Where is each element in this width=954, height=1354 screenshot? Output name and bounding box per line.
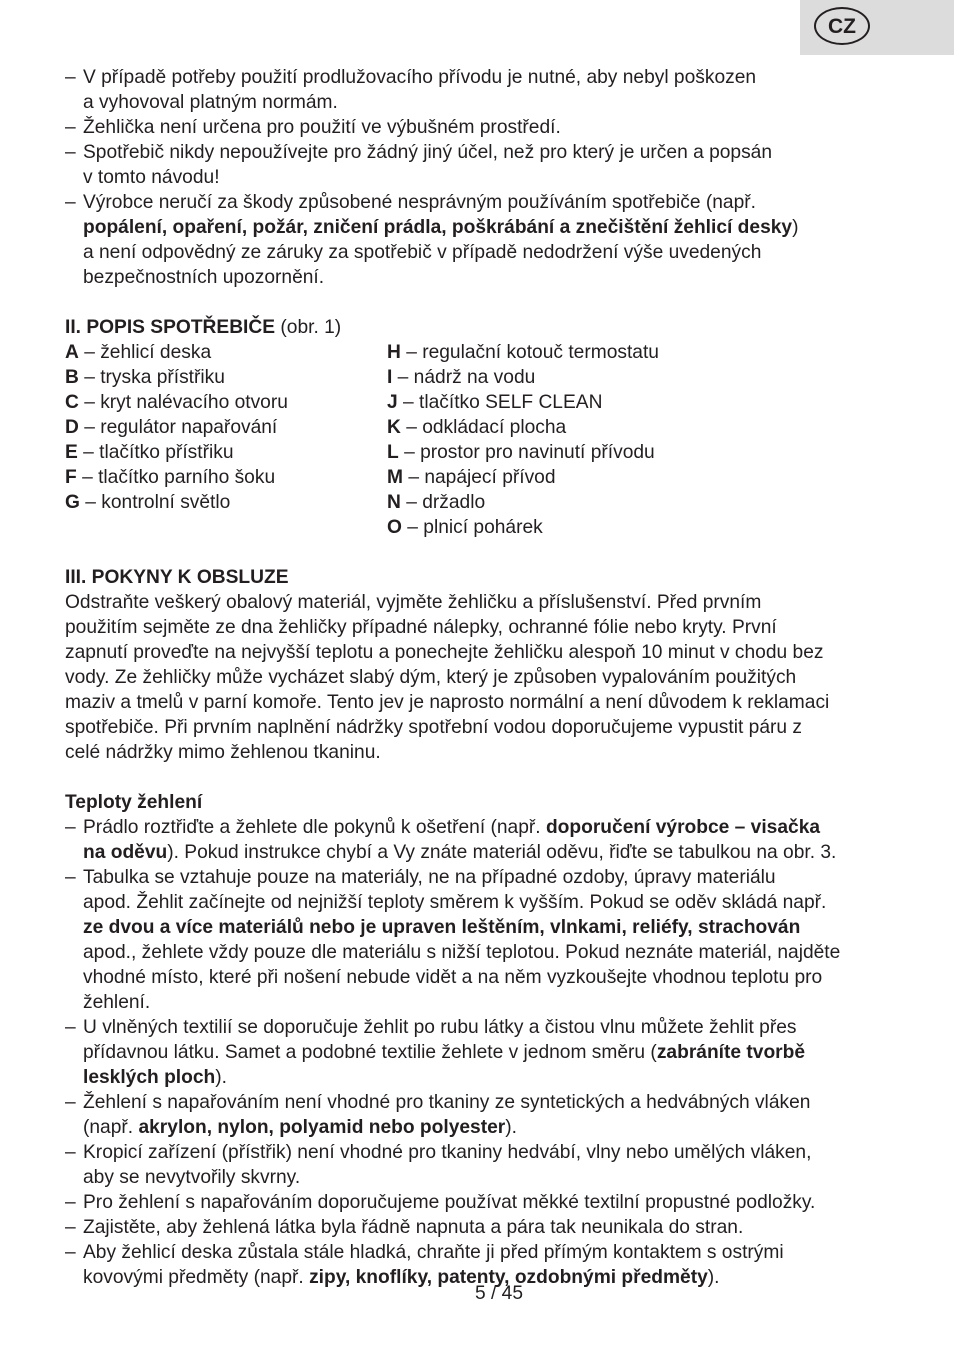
part-key: H [387, 342, 401, 363]
text-line: Žehlení s napařováním není vhodné pro tkaniny ze syntetických a hedvábných vláken [83, 1092, 811, 1113]
bold-text: ze dvou a více materiálů nebo je upraven leštěním, vlnkami, reliéfy, strachován [83, 917, 801, 938]
text-line: V případě potřeby použití prodlužovacího přívodu je nutné, aby nebyl poškozen [83, 67, 757, 88]
page-number: 5 / 45 [474, 1283, 523, 1304]
part-text: – odkládací plocha [400, 417, 567, 438]
dash: – [65, 117, 76, 138]
dash: – [65, 1017, 76, 1038]
part-key: C [65, 392, 79, 413]
text: přídavnou látku. Samet a podobné textilie žehlete v jednom směru ( [83, 1042, 657, 1063]
dash: – [65, 1217, 76, 1238]
page-content [65, 65, 895, 1290]
list-item [65, 815, 895, 865]
text: ). [215, 1067, 227, 1088]
text-line: apod. Žehlit začínejte od nejnižší teploty směrem k vyšším. Pokud se oděv skládá např. [83, 892, 827, 913]
text-line [83, 1065, 895, 1090]
part-item [65, 340, 387, 365]
part-key: N [387, 492, 401, 513]
part-text: – kryt nalévacího otvoru [78, 392, 288, 413]
text-line: Žehlička není určena pro použití ve výbušném prostředí. [83, 117, 561, 138]
part-text: – tlačítko parního šoku [76, 467, 276, 488]
list-item [65, 1140, 895, 1190]
part-item [387, 465, 887, 490]
dash: – [65, 1092, 76, 1113]
dash: – [65, 1142, 76, 1163]
text-line: žehlení. [83, 992, 151, 1013]
bold-text: popálení, opaření, požár, zničení prádla, poškrábání a znečištění žehlicí desky [83, 217, 793, 238]
text-line [83, 815, 895, 840]
text-line: Zajistěte, aby žehlená látka byla řádně napnuta a pára tak neunikala do stran. [83, 1217, 744, 1238]
text: Prádlo roztřiďte a žehlete dle pokynů k ošetření (např. [83, 817, 546, 838]
part-text: – plnicí pohárek [401, 517, 543, 538]
text-line: bezpečnostních upozornění. [83, 267, 325, 288]
part-item [65, 365, 387, 390]
subsection-heading: Teploty žehlení [65, 792, 203, 813]
part-item [387, 490, 887, 515]
part-key: J [387, 392, 398, 413]
part-key: M [387, 467, 403, 488]
list-item [65, 865, 895, 1015]
part-text: – kontrolní světlo [79, 492, 231, 513]
part-item [65, 390, 387, 415]
list-item [65, 65, 895, 115]
text-line: Pro žehlení s napařováním doporučujeme používat měkké textilní propustné podložky. [83, 1192, 816, 1213]
bold-text: akrylon, nylon, polyamid nebo polyester [138, 1117, 506, 1138]
dash: – [65, 867, 76, 888]
text: (např. [83, 1117, 139, 1138]
list-item [65, 1190, 895, 1215]
part-key: K [387, 417, 401, 438]
part-key: I [387, 367, 393, 388]
text-line: apod., žehlete vždy pouze dle materiálu s nižší teplotou. Pokud neznáte materiál, najděte [83, 942, 841, 963]
part-text: – nádrž na vodu [392, 367, 536, 388]
section-heading [65, 315, 895, 340]
dash: – [65, 1242, 76, 1263]
text-line: Odstraňte veškerý obalový materiál, vyjměte žehličku a příslušenství. Před prvním [65, 592, 762, 613]
dash: – [65, 142, 76, 163]
text-line: použitím sejměte ze dna žehličky případné nálepky, ochranné fólie nebo kryty. První [65, 617, 777, 638]
section-heading: III. POKYNY K OBSLUZE [65, 567, 289, 588]
text: ). [505, 1117, 517, 1138]
text-line: celé nádržky mimo žehlenou tkaninu. [65, 742, 381, 763]
text-line: a není odpovědný ze záruky za spotřebič v případě nedodržení výše uvedených [83, 242, 762, 263]
list-item [65, 1215, 895, 1240]
parts-column-right [387, 340, 887, 540]
part-text: – napájecí přívod [402, 467, 556, 488]
text-line: Tabulka se vztahuje pouze na materiály, ne na případné ozdoby, úpravy materiálu [83, 867, 776, 888]
part-item [387, 365, 887, 390]
part-text: – tryska přístřiku [78, 367, 225, 388]
text-line [83, 215, 895, 240]
text-line [83, 1040, 895, 1065]
list-item [65, 1015, 895, 1090]
list-item [65, 190, 895, 290]
part-text: – tlačítko přístřiku [77, 442, 234, 463]
list-item [65, 1090, 895, 1140]
bold-text: na oděvu [83, 842, 168, 863]
heading-bold: II. POPIS SPOTŘEBIČE [65, 317, 276, 338]
part-item [387, 440, 887, 465]
text-line: vhodné místo, které při nošení nebude vidět a na něm vyzkoušejte vhodnou teplotu pro [83, 967, 823, 988]
text-line [83, 1115, 895, 1140]
part-key: F [65, 467, 77, 488]
bold-text: lesklých ploch [83, 1067, 216, 1088]
part-item [387, 515, 887, 540]
text: ). [707, 1267, 720, 1288]
part-key: A [65, 342, 79, 363]
parts-list [65, 340, 895, 540]
part-item [65, 465, 387, 490]
language-badge: CZ [814, 7, 870, 45]
text-line: maziv a tmelů v parní komoře. Tento jev je naprosto normální a není důvodem k reklamaci [65, 692, 830, 713]
text-line: spotřebiče. Při prvním naplnění nádržky spotřební vodou doporučujeme vypustit páru z [65, 717, 802, 738]
part-key: D [65, 417, 79, 438]
text-line: Kropicí zařízení (přístřik) není vhodné pro tkaniny hedvábí, vlny nebo umělých vláken, [83, 1142, 812, 1163]
part-key: L [387, 442, 399, 463]
part-text: – tlačítko SELF CLEAN [397, 392, 603, 413]
text-line: Výrobce neručí za škody způsobené nesprávným používáním spotřebiče (např. [83, 192, 756, 213]
part-key: O [387, 517, 402, 538]
dash: – [65, 817, 76, 838]
part-item [387, 340, 887, 365]
bold-text: zipy, knoflíky, patenty, ozdobnými předměty [309, 1267, 708, 1288]
text-line: Aby žehlicí deska zůstala stále hladká, chraňte ji před přímým kontaktem s ostrými [83, 1242, 784, 1263]
text-line [83, 840, 895, 865]
part-item [65, 490, 387, 515]
list-item [65, 140, 895, 190]
part-text: – prostor pro navinutí přívodu [398, 442, 655, 463]
part-item [387, 390, 887, 415]
part-text: – regulační kotouč termostatu [400, 342, 659, 363]
paragraph [65, 590, 895, 765]
text-line: aby se nevytvořily skvrny. [83, 1167, 301, 1188]
dash: – [65, 1192, 76, 1213]
bold-text: zabráníte tvorbě [656, 1042, 806, 1063]
part-text: – regulátor napařování [78, 417, 278, 438]
text: ) [792, 217, 799, 238]
text-line: zapnutí proveďte na nejvyšší teplotu a ponechejte žehličku alespoň 10 minut v chodu bez [65, 642, 824, 663]
text: ). Pokud instrukce chybí a Vy znáte materiál oděvu, řiďte se tabulkou na obr. 3. [167, 842, 837, 863]
dash: – [65, 192, 76, 213]
text-line: a vyhovoval platným normám. [83, 92, 338, 113]
text-line: v tomto návodu! [83, 167, 220, 188]
parts-column-left [65, 340, 387, 540]
part-item [65, 415, 387, 440]
part-item [387, 415, 887, 440]
text-line: Spotřebič nikdy nepoužívejte pro žádný jiný účel, než pro který je určen a popsán [83, 142, 773, 163]
text-line: vody. Ze žehličky může vycházet slabý dým, který je způsoben vypalováním použitých [65, 667, 797, 688]
part-key: E [65, 442, 78, 463]
text-line [83, 915, 895, 940]
heading-rest: (obr. 1) [275, 317, 342, 338]
part-key: G [65, 492, 80, 513]
part-text: – držadlo [400, 492, 486, 513]
text: kovovými předměty (např. [83, 1267, 310, 1288]
part-key: B [65, 367, 79, 388]
bold-text: doporučení výrobce – visačka [545, 817, 821, 838]
text-line: U vlněných textilií se doporučuje žehlit po rubu látky a čistou vlnu můžete žehlit přes [83, 1017, 797, 1038]
list-item [65, 115, 895, 140]
dash: – [65, 67, 76, 88]
part-item [65, 440, 387, 465]
part-text: – žehlicí deska [78, 342, 212, 363]
